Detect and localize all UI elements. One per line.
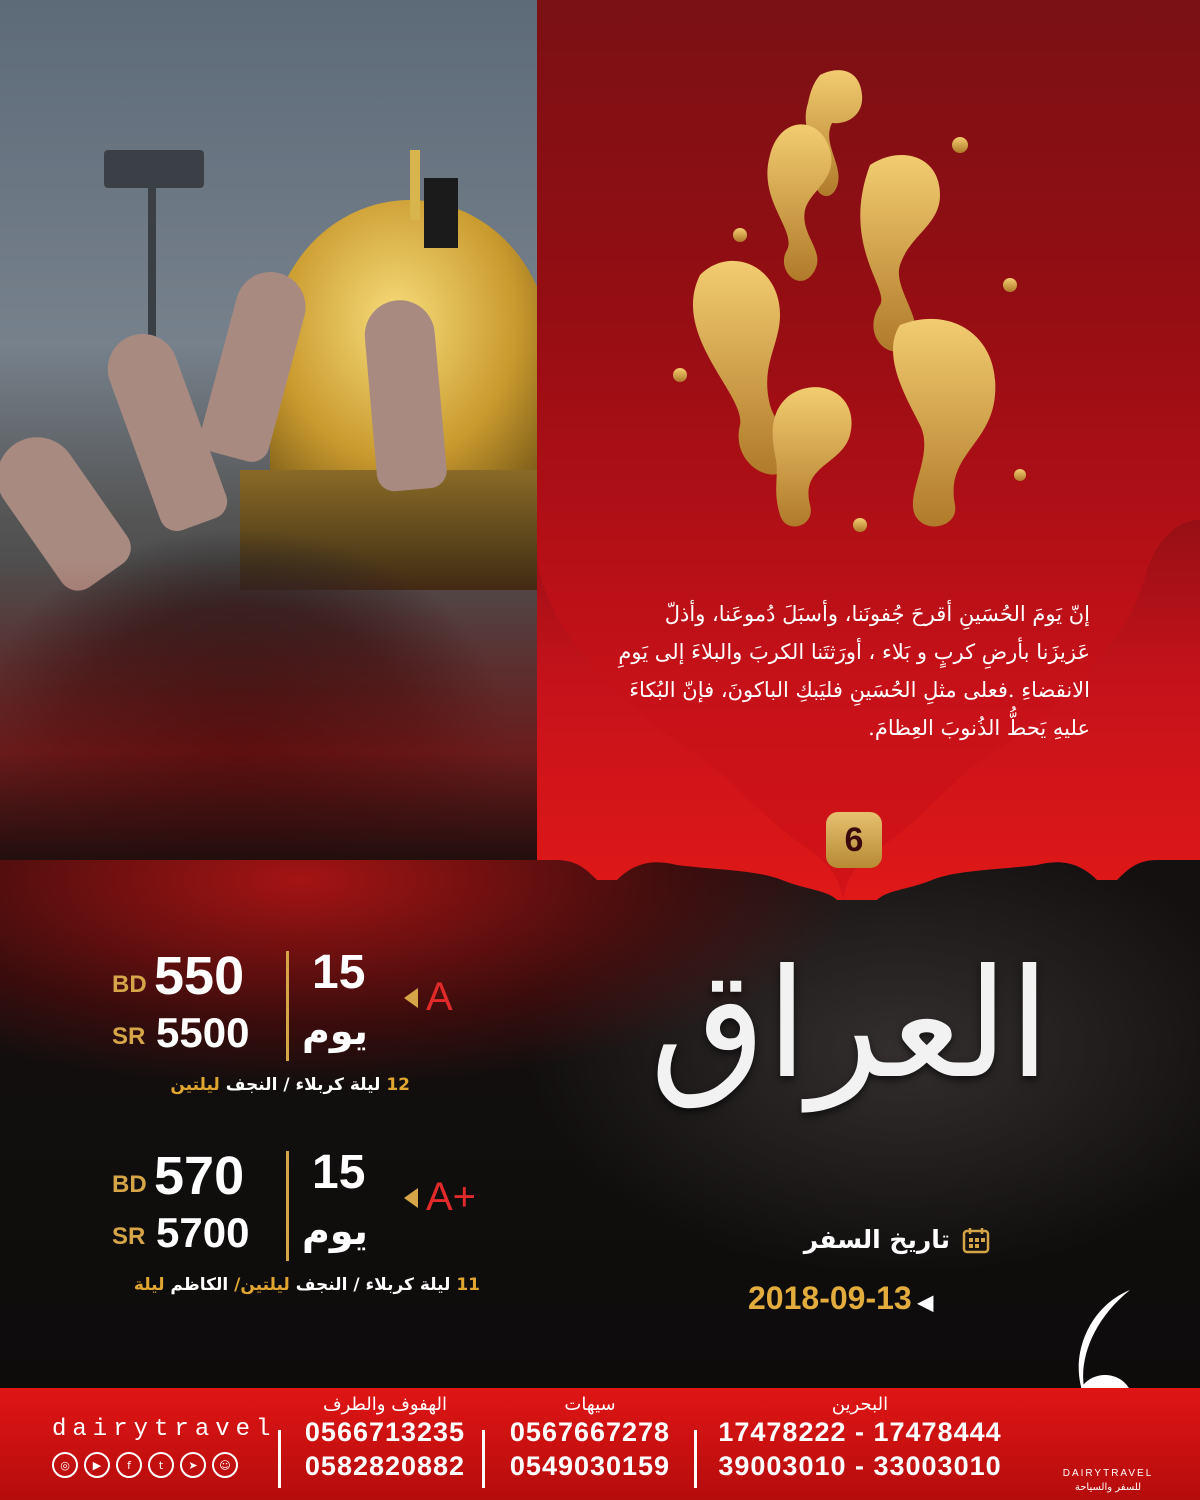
number-badge: 6	[826, 812, 882, 868]
region-label: سيهات	[564, 1394, 616, 1415]
nights-count: 11	[456, 1275, 480, 1295]
itinerary-text: الكاظم	[170, 1275, 229, 1295]
destination-title: العراق	[649, 938, 1051, 1112]
calendar-icon	[962, 1226, 990, 1254]
travel-date-label-text: تاريخ السفر	[803, 1225, 950, 1254]
separator	[482, 1430, 485, 1488]
itinerary-a	[110, 1075, 410, 1095]
logo-name-ar: للسفر والسياحة	[1074, 1482, 1142, 1493]
currency-sr: SR	[112, 1223, 146, 1250]
itinerary-text: ليلة كربلاء	[295, 1075, 381, 1095]
itinerary-highlight: ليلتين/	[234, 1275, 290, 1295]
days-count: 15	[312, 946, 366, 999]
itinerary-sep: /	[353, 1275, 360, 1295]
black-flag	[424, 178, 458, 248]
divider	[286, 951, 289, 1061]
itinerary-a-plus	[70, 1275, 480, 1295]
travel-date	[748, 1280, 968, 1317]
phone-number[interactable]: 0566713235	[304, 1417, 466, 1447]
phone-number[interactable]: 39003010 - 33003010	[718, 1451, 1002, 1481]
day-word: يوم	[302, 1009, 368, 1053]
twitter-icon[interactable]: t	[148, 1452, 174, 1478]
days-count: 15	[312, 1146, 366, 1199]
price-sr: 5700	[156, 1209, 250, 1256]
telegram-icon[interactable]: ➤	[180, 1452, 206, 1478]
arrow-icon: ◀	[917, 1292, 934, 1314]
divider	[286, 1151, 289, 1261]
travel-date-label	[770, 1225, 990, 1254]
contact-saihat	[490, 1394, 690, 1483]
package-grade: A	[426, 975, 453, 1019]
separator	[694, 1430, 697, 1488]
currency-sr: SR	[112, 1023, 146, 1050]
contact-bahrain	[700, 1394, 1020, 1483]
region-label: البحرين	[831, 1394, 889, 1415]
logo-name-en: DAIRYTRAVEL	[1062, 1468, 1154, 1479]
package-grade: A+	[426, 1175, 477, 1219]
phone-number[interactable]: 0582820882	[304, 1451, 466, 1481]
phone-number[interactable]: 0567667278	[509, 1417, 671, 1447]
dome-finial	[410, 150, 420, 220]
hussein-quote: إنّ يَومَ الحُسَينِ أقرحَ جُفونَنا، وأسبَلَ دُموعَنا، وأذلّ عَزيزَنا بأرضِ كربٍ و بَلاء ، أورَثتَنا الكربَ والبلاءَ إلى يَومِ الانقضاءِ .فعلى مثلِ الحُسَينِ فليَبكِ الباكونَ، فإنّ البُكاءَ عليهِ يَحطُّ الذُنوبَ العِظامَ.	[618, 602, 1090, 740]
snapchat-icon[interactable]: ☺	[212, 1452, 238, 1478]
shrine-photo	[0, 0, 560, 860]
phone-number[interactable]: 0549030159	[509, 1451, 671, 1481]
travel-date-value: 2018-09-13	[748, 1280, 912, 1316]
itinerary-highlight: ليلة	[133, 1275, 165, 1295]
itinerary-sep: /	[283, 1075, 290, 1095]
contact-footer	[0, 1388, 1200, 1500]
photo-fade	[0, 560, 560, 860]
itinerary-text: ليلة كربلاء	[365, 1275, 451, 1295]
phone-number[interactable]: 17478222 - 17478444	[718, 1417, 1002, 1447]
instagram-icon[interactable]: ◎	[52, 1452, 78, 1478]
day-word: يوم	[302, 1209, 368, 1253]
currency-bd: BD	[112, 971, 147, 998]
price-sr: 5500	[156, 1009, 250, 1056]
pointer-icon	[404, 1188, 418, 1208]
separator	[278, 1430, 281, 1488]
youtube-icon[interactable]: ▶	[84, 1452, 110, 1478]
price-bd: 550	[154, 946, 245, 1006]
pointer-icon	[404, 988, 418, 1008]
ashura-calligraphy	[640, 45, 1060, 565]
itinerary-text: النجف	[295, 1275, 348, 1295]
contact-hofuf	[290, 1394, 480, 1483]
nights-count: 12	[386, 1075, 410, 1095]
itinerary-text: النجف	[225, 1075, 278, 1095]
price-bd: 570	[154, 1146, 245, 1206]
currency-bd: BD	[112, 1171, 147, 1198]
itinerary-highlight: ليلتين	[170, 1075, 220, 1095]
facebook-icon[interactable]: f	[116, 1452, 142, 1478]
region-label: الهفوف والطرف	[322, 1394, 448, 1415]
social-icons	[52, 1452, 238, 1478]
brand-handle: dairytravel	[52, 1416, 277, 1443]
